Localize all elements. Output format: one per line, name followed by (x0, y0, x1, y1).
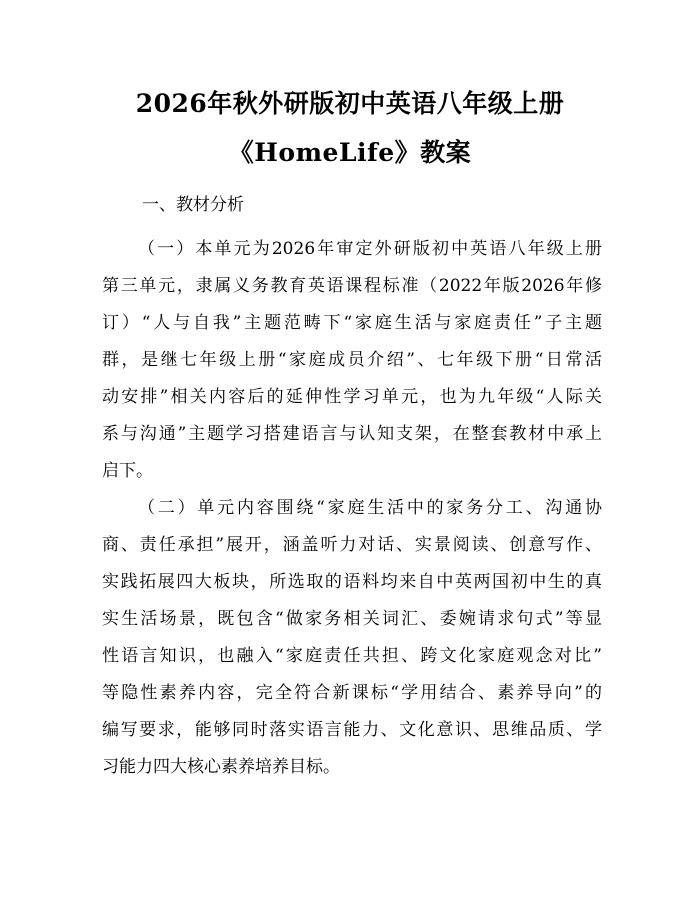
paragraph-2-line-5: 性语言知识，也融入“家庭责任共担、跨文化家庭观念对比” (102, 646, 602, 666)
section-heading: 一、教材分析 (142, 195, 244, 215)
paragraph-2-line-1: （二）单元内容围绕“家庭生活中的家务分工、沟通协 (138, 498, 602, 518)
paragraph-2 (102, 490, 602, 786)
paragraph-1 (102, 231, 602, 490)
paragraph-2-line-4: 实生活场景，既包含“做家务相关词汇、委婉请求句式”等显 (102, 609, 602, 629)
paragraph-1-line-7: 启下。 (102, 461, 153, 481)
paragraph-1-line-1: （一）本单元为2026年审定外研版初中英语八年级上册 (138, 239, 602, 259)
paragraph-2-line-8: 习能力四大核心素养培养目标。 (102, 757, 340, 777)
paragraph-2-line-6: 等隐性素养内容，完全符合新课标“学用结合、素养导向”的 (102, 683, 602, 703)
document-title-line-1: 2026年秋外研版初中英语八年级上册 (135, 89, 565, 118)
paragraph-1-line-6: 系与沟通”主题学习搭建语言与认知支架，在整套教材中承上 (102, 424, 602, 444)
paragraph-2-line-7: 编写要求，能够同时落实语言能力、文化意识、思维品质、学 (102, 720, 602, 740)
document-title-line-2: 《HomeLife》教案 (228, 138, 472, 167)
paragraph-1-line-5: 动安排”相关内容后的延伸性学习单元，也为九年级“人际关 (102, 387, 602, 407)
paragraph-2-line-2: 商、责任承担”展开，涵盖听力对话、实景阅读、创意写作、 (102, 535, 602, 555)
paragraph-1-line-2: 第三单元，隶属义务教育英语课程标准（2022年版2026年修 (102, 276, 602, 296)
paragraph-2-line-3: 实践拓展四大板块，所选取的语料均来自中英两国初中生的真 (102, 572, 602, 592)
paragraph-1-line-4: 群，是继七年级上册“家庭成员介绍”、七年级下册“日常活 (102, 350, 602, 370)
paragraph-1-line-3: 订）“人与自我”主题范畴下“家庭生活与家庭责任”子主题 (102, 313, 602, 333)
